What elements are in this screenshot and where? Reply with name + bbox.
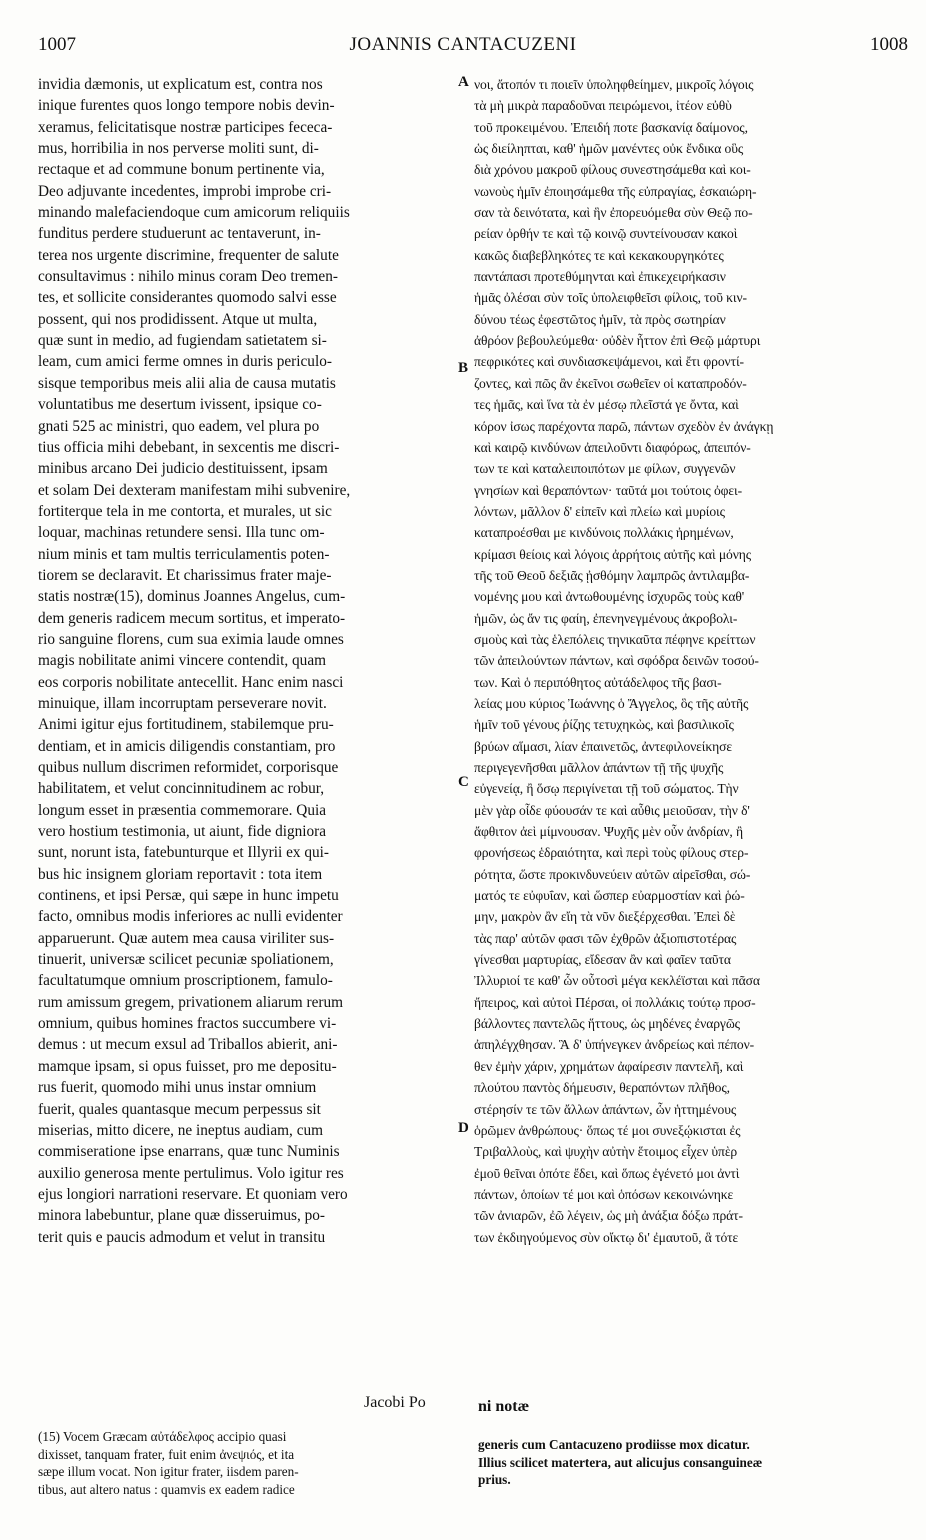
footnote-left-line: sæpe illum vocat. Non igitur frater, iisdem paren- — [38, 1464, 299, 1479]
margin-marker-c: C — [458, 774, 469, 790]
latin-line: quæ sunt in medio, ad fugiendam satietatem si- — [38, 332, 327, 350]
greek-line: εὐγενείᾳ, ἢ ὅσῳ περιγίνεται τῇ τοῦ σώματος. Τὴν — [474, 781, 739, 797]
latin-text-column — [38, 74, 458, 1248]
margin-marker-a: A — [458, 74, 469, 90]
greek-line: ἡμᾶς ὀλέσαι σὺν τοῖς ὑπολειφθεῖσι φίλοις, τοῦ κιν- — [474, 290, 747, 306]
greek-line: τῶν ἀνιαρῶν, ἐῶ λέγειν, ὡς μὴ ἀνάξια δόξω πράτ- — [474, 1208, 743, 1224]
margin-marker-b: B — [458, 360, 469, 376]
greek-line: καὶ καιρῷ κινδύνων ἀπειλοῦντι διαφόρως, ἀπειπόν- — [474, 439, 751, 455]
greek-line: θεν ἐμὴν χάριν, χρημάτων ἀφαίρεσιν παντελῆ, καὶ — [474, 1058, 744, 1074]
greek-line: μην, μακρὸν ἂν εἴη τὰ νῦν διεξέρχεσθαι. Ἐπεὶ δὲ — [474, 909, 736, 925]
latin-line: apparuerunt. Quæ autem mea causa viriliter sus- — [38, 929, 335, 947]
greek-text-column — [474, 74, 908, 1248]
greek-line: νομένης μου καὶ ἀντωθουμένης ἰσχυρῶς τοὺς καθ' — [474, 589, 745, 605]
latin-line: Deo adjuvante incedentes, improbi improbe cri- — [38, 182, 332, 200]
greek-line: κακῶς διαβεβληκότες τε καὶ κεκακουργηκότες — [474, 247, 724, 263]
latin-line: dentiam, et in amicis diligendis constantiam, pro — [38, 737, 336, 755]
greek-line: βάλλοντες παντελῶς ἥττους, ὡς μηδένες ἐναργῶς — [474, 1016, 740, 1032]
greek-line: σμοὺς καὶ τὰς ἑλεπόλεις τηνικαῦτα πέφηνε κρείττων — [474, 631, 756, 647]
greek-line: διὰ χρόνου μακροῦ φίλους συνεστησάμεθα καὶ κοι- — [474, 162, 751, 178]
greek-line: των. Καὶ ὁ περιπόθητος αὐτάδελφος τῆς βασι- — [474, 674, 722, 690]
greek-line: τῶν ἀπειλούντων πάντων, καὶ σφόδρα δεινῶν τοσού- — [474, 653, 759, 669]
greek-line: φρονήσεως ἑδραιότητα, καὶ περὶ τοὺς φίλους στερ- — [474, 845, 749, 861]
latin-line: tinuerit, universæ scilicet pecuniæ spoliationem, — [38, 951, 334, 969]
greek-line: παντάπασι προτεθύμηνται καὶ ἐπικεχειρήκασιν — [474, 269, 726, 285]
latin-line: longum esset in præsentia commemorare. Quia — [38, 801, 327, 819]
footnote-right — [478, 1436, 908, 1489]
greek-line: πλούτου παντὸς δήμευσιν, θεραπόντων πλῆθος, — [474, 1080, 730, 1096]
greek-line: νοι, ἄτοπόν τι ποιεῖν ὑποληφθείημεν, μικροῖς λόγοις — [474, 77, 754, 92]
greek-line: ματός τε εὐφυΐαν, καὶ ὥσπερ εὐαρμοστίαν καὶ ῥώ- — [474, 888, 745, 904]
greek-line: τῆς τοῦ Θεοῦ δεξιᾶς ᾐσθόμην λαμπρῶς ἀντιλαμβα- — [474, 567, 750, 583]
greek-line: ἀθρόον βεβουλεύμεθα· οὐδὲν ἧττον ἐπὶ Θεῷ μάρτυρι — [474, 333, 761, 349]
page-number-right: 1008 — [870, 34, 908, 55]
greek-line: λόντων, μᾶλλον δ' εἰπεῖν καὶ πλείω καὶ μυρίοις — [474, 503, 725, 519]
latin-line: magis nobilitate animi vincere contendit, quam — [38, 652, 327, 670]
latin-line: statis nostræ(15), dominus Joannes Angelus, cum- — [38, 588, 346, 606]
latin-line: habilitatem, et velut concinnitudinem ac robur, — [38, 780, 325, 798]
latin-line: inique furentes quos longo tempore nobis devin- — [38, 97, 335, 115]
latin-line: invidia dæmonis, ut explicatum est, contra nos — [38, 76, 323, 93]
greek-line: των τε καὶ καταλειποιπότων με φίλων, συγγενῶν — [474, 461, 736, 477]
footnote-left-line: dixisset, tanquam frater, fuit enim ἀνεψιός, et ita — [38, 1446, 295, 1462]
greek-line: ὁρῶμεν ἀνθρώπους· ὅπως τέ μοι συνεξῴκισται ἐς — [474, 1122, 741, 1138]
greek-line: βρύων αἵμασι, λίαν ἐπαινετῶς, ἀντεφιλονείκησε — [474, 738, 732, 754]
latin-line: ejus longiori narrationi reservare. Et quoniam vero — [38, 1185, 348, 1203]
footnote-right-line: prius. — [478, 1472, 511, 1487]
latin-line: loquar, machinas retundere sensi. Illa tunc om- — [38, 524, 325, 542]
latin-line: nium minis et tam multis terriculamentis poten- — [38, 545, 330, 563]
latin-line: facto, omnibus modis inferiores ac nulli evidenter — [38, 908, 343, 926]
latin-line: quibus nullum discrimen reformidet, corporisque — [38, 759, 339, 776]
latin-line: minando malefaciendoque cum amicorum reliquiis — [38, 204, 350, 222]
latin-line: bus hic insignem gloriam reportavit : tota item — [38, 865, 323, 883]
latin-line: eos corporis nobilitate antecellit. Hanc enim nasci — [38, 673, 344, 691]
latin-line: rum amissum gregem, privationem aliarum rerum — [38, 993, 344, 1011]
greek-line: ἀπηλέγχθησαν. Ἃ δ' ὑπήνεγκεν ἀνδρείως καὶ πέπον- — [474, 1037, 755, 1053]
greek-line: ἤπειρος, καὶ αὐτοὶ Πέρσαι, οἱ πολλάκις τούτῳ προσ- — [474, 994, 756, 1010]
latin-line: possent, qui nos prodidissent. Atque ut multa, — [38, 310, 318, 328]
greek-line: ζοντες, καὶ πῶς ἂν ἐκεῖνοι σωθεῖεν οἱ καταπροδόν- — [474, 375, 747, 391]
greek-line: πεφρικότες καὶ συνδιασκεψάμενοι, καὶ ἔτι φροντί- — [474, 354, 744, 370]
latin-line: tes, et sollicite considerantes quomodo salvi esse — [38, 289, 337, 307]
latin-line: rio sanguine florens, cum sua eximia laude omnes — [38, 630, 344, 648]
greek-line: τοῦ προκειμένου. Ἐπειδή ποτε βασκανίᾳ δαίμονος, — [474, 119, 748, 135]
latin-line: mamque ipsam, si opus fuisset, pro me depositu- — [38, 1057, 337, 1075]
greek-line: Τριβαλλοὺς, καὶ ψυχὴν αὐτὴν ἕτοιμος εἶχεν ὑπὲρ — [474, 1144, 738, 1160]
footnote-left-line: tibus, aut altero natus : quamvis ex eadem radice — [38, 1481, 295, 1497]
latin-line: miserias, mitto dicere, ne ineptus audiam, cum — [38, 1121, 324, 1139]
latin-line: funditus perdere studuerunt ac tentaverunt, in- — [38, 225, 321, 243]
greek-line: Ἰλλυριοί τε καθ' ὧν οὗτοσὶ μέγα κεκλέϊσται καὶ πᾶσα — [474, 973, 760, 989]
latin-line: terea nos urgente discrimine, frequenter de salute — [38, 246, 339, 264]
page-number-left: 1007 — [38, 34, 76, 55]
greek-line: ἐμοῦ θεῖναι ὁπότε ἔδει, καὶ ὅπως ἐγένετό μοι ἀντὶ — [474, 1165, 740, 1181]
greek-line: γίνεσθαι μαρτυρίας, εἴδεσαν ἂν καὶ φαῖεν ταῦτα — [474, 952, 731, 968]
latin-line: voluntatibus me desertum ivissent, ipsique co- — [38, 396, 322, 414]
greek-line: ἡμῶν, ὡς ἄν τις φαίη, ἐπενηνεγμένους ἀκροβολι- — [474, 610, 738, 626]
latin-line: tiorem se declaravit. Et charissimus frater maje- — [38, 566, 332, 584]
greek-line: μὲν γὰρ οἶδε φύουσάν τε καὶ αὖθις μειοῦσαν, τὴν δ' — [474, 802, 750, 818]
signature-right: ni notæ — [478, 1398, 530, 1415]
footnote-left — [38, 1428, 458, 1498]
greek-line: τὰ μὴ μικρὰ παραδοῦναι πειρώμενοι, ἰτέον εὐθὺ — [474, 98, 732, 114]
latin-line: continens, et ipsi Persæ, qui sæpe in hunc impetu — [38, 887, 339, 905]
latin-line: minuique, illam incorruptam perseverare novit. — [38, 694, 327, 712]
latin-line: leam, cum amici ferme omnes in duris periculo- — [38, 353, 332, 371]
greek-line: κόρον ἰσως παρέχοντα παρῶ, πάντων σχεδὸν ἐν ἀνάγκῃ — [474, 418, 774, 434]
greek-line: των ἐκδιηγούμενος σὺν οἴκτῳ δι' ἐμαυτοῦ, ἃ τότε — [474, 1229, 739, 1245]
latin-line: facultatumque omnium proscriptionem, famulo- — [38, 972, 333, 990]
running-title: JOANNIS CANTACUZENI — [349, 34, 577, 55]
latin-line: mus, horribilia in nos perverse moliti sunt, di- — [38, 140, 319, 158]
footnote-right-line: Illius scilicet matertera, aut alicujus consanguineæ — [478, 1454, 763, 1470]
latin-line: consultavimus : nihilo minus coram Deo tremen- — [38, 268, 338, 286]
greek-line: δύνου τέως ἐφεστῶτος ἡμῖν, τὰ πρὸς σωτηρίαν — [474, 311, 726, 327]
signature-left: Jacobi Po — [364, 1394, 426, 1411]
latin-line: fuerit, quales quantasque mecum perpessus sit — [38, 1100, 321, 1118]
footnote-right-line: generis cum Cantacuzeno prodiisse mox dicatur. — [478, 1437, 750, 1452]
latin-line: et solam Dei dexteram manifestam mihi subvenire, — [38, 481, 351, 499]
greek-line: στέρησίν τε τῶν ἄλλων ἁπάντων, ὧν ἡττημένους — [474, 1101, 737, 1117]
latin-line: minibus arcano Dei judicio destituissent, ipsam — [38, 460, 328, 478]
latin-line: fortiterque tela in me contorta, et murales, ut sic — [38, 502, 332, 520]
latin-line: minora labebuntur, plane quæ disseruimus, po- — [38, 1207, 326, 1225]
greek-line: τες ἡμᾶς, καὶ ἵνα τὰ ἐν μέσῳ πλεῖστά γε ὄντα, καὶ — [474, 397, 739, 413]
greek-line: σαν τὰ δεινότατα, καὶ ἣν ἐπορευόμεθα σὺν Θεῷ πο- — [474, 205, 753, 221]
latin-line: commiseratione ipse enarrans, quæ tunc Numinis — [38, 1143, 340, 1161]
latin-line: sisque temporibus meis alii alia de causa mutatis — [38, 374, 336, 392]
greek-line: ὡς διείληπται, καθ' ἡμῶν μανέντες οὐκ ἔνδικα οὓς — [474, 141, 744, 157]
latin-line: terit quis e paucis admodum et velut in transitu — [38, 1228, 326, 1246]
greek-line: ρότητα, ὥστε προκινδυνεύειν αὐτῶν αἱρεῖσθαι, σώ- — [474, 866, 751, 882]
latin-line: rus fuerit, quomodo mihi unus instar omnium — [38, 1079, 317, 1097]
greek-line: καταπροέσθαι με κινδύνοις πολλάκις ἠρημένων, — [474, 525, 734, 541]
latin-line: auxilio generosa mente pertulimus. Volo igitur res — [38, 1164, 344, 1182]
latin-line: xeramus, felicitatisque nostræ participes fececa- — [38, 118, 333, 136]
latin-line: tius officia mihi debebant, in sexcentis me discri- — [38, 438, 340, 456]
greek-line: λείας μου κύριος Ἰωάννης ὁ Ἄγγελος, ὃς τῆς αὐτῆς — [474, 695, 749, 711]
footnote-left-line: (15) Vocem Græcam αὐτάδελφος accipio quasi — [38, 1429, 287, 1444]
greek-line: γνησίων καὶ θεραπόντων· ταῦτά μοι τούτοις ὀφει- — [474, 482, 743, 498]
greek-line: ἄφθιτον ἀεὶ μίμνουσαν. Ψυχῆς μὲν οὖν ἀνδρίαν, ἢ — [474, 824, 744, 840]
latin-line: dem generis radicem mecum sortitus, et imperato- — [38, 609, 346, 627]
latin-line: demus : ut mecum exsul ad Triballos abierit, ani- — [38, 1036, 338, 1054]
greek-line: τὰς παρ' αὐτῶν φασι τῶν ἐχθρῶν ἀξιοπιστοτέρας — [474, 930, 737, 946]
greek-line: περιγεγενῆσθαι μᾶλλον ἁπάντων τῇ τῆς ψυχῆς — [474, 760, 724, 775]
latin-line: Animi igitur ejus fortitudinem, stabilemque pru- — [38, 716, 334, 734]
greek-line: ἡμῖν τοῦ γένους ῥίζης τετυχηκὼς, καὶ βασιλικοῖς — [474, 717, 734, 733]
latin-line: vero hostium testimonia, ut aiunt, fide digniora — [38, 823, 327, 841]
margin-marker-d: D — [458, 1120, 469, 1136]
greek-line: πάντων, ὁποίων τέ μοι καὶ ὁπόσων κεκοινώνηκε — [474, 1186, 734, 1202]
latin-line: sunt, norunt ista, fatebunturque et Illyrii ex qui- — [38, 844, 329, 862]
latin-line: rectaque et ad commune bonum pertinente via, — [38, 161, 325, 179]
latin-line: omnium, quibus homines fractos succumbere vi- — [38, 1015, 337, 1033]
greek-line: νωνοὺς ἡμῖν ἐποιησάμεθα τῆς εὐπραγίας, ἐσκαιώρη- — [474, 183, 757, 199]
latin-line: gnati 525 ac ministri, quo eadem, vel plura po — [38, 417, 320, 435]
greek-line: κρίμασι θείοις καὶ λόγοις ἀρρήτοις αὐτῆς καὶ μόνης — [474, 546, 752, 562]
greek-line: ρείαν ὀρθήν τε καὶ τῷ κοινῷ συντείνουσαν κακοὶ — [474, 226, 738, 242]
